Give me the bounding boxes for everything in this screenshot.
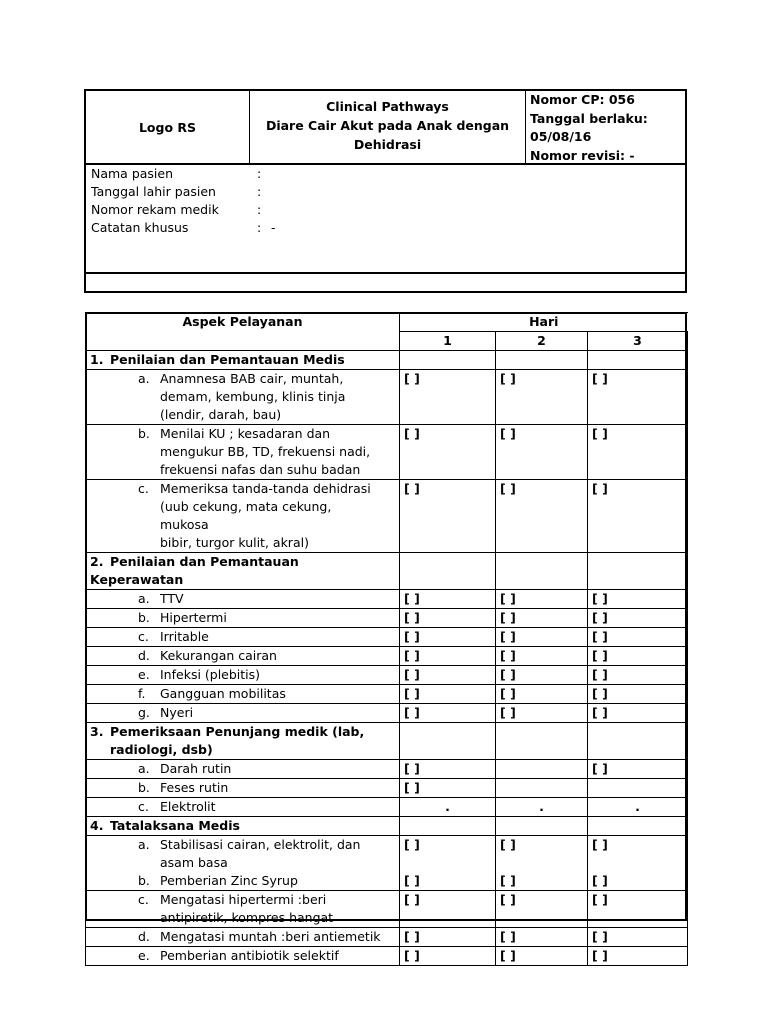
- empty-cell: [496, 723, 588, 760]
- item-label: [86, 647, 400, 666]
- checkbox-mark: [ ] [ ]: [588, 836, 688, 891]
- item-line: Stabilisasi cairan, elektrolit, dan: [160, 837, 361, 852]
- pathway-table: [85, 312, 688, 966]
- item-line: Irritable: [160, 629, 209, 644]
- section-number: 2.: [90, 554, 104, 569]
- checkbox-mark: [ ]: [496, 704, 588, 723]
- checkbox-mark: [ ]: [496, 425, 588, 480]
- item-text: [138, 425, 395, 479]
- checkbox-mark: [ ]: [400, 760, 496, 779]
- table-row: [86, 628, 688, 647]
- checkbox-mark: [ ]: [588, 760, 688, 779]
- section-number: 4.: [90, 818, 104, 833]
- checkbox-mark: [ ]: [588, 891, 688, 928]
- empty-cell: [496, 760, 588, 779]
- table-row: [86, 425, 688, 480]
- item-line: Darah rutin: [160, 761, 232, 776]
- item-line: Infeksi (plebitis): [160, 667, 261, 682]
- checkbox-mark: [ ]: [496, 947, 588, 966]
- document-meta: [530, 91, 648, 165]
- checkbox-mark: [ ]: [400, 685, 496, 704]
- item-label: [86, 590, 400, 609]
- item-line: TTV: [160, 591, 184, 606]
- field-label: Catatan khusus: [91, 220, 189, 235]
- item-description: [160, 872, 382, 890]
- checkbox-mark: [ ]: [588, 590, 688, 609]
- empty-cell: [588, 351, 688, 370]
- checkbox-mark: [ ]: [400, 480, 496, 553]
- checkbox-mark: [ ]: [400, 666, 496, 685]
- item-line: Feses rutin: [160, 780, 229, 795]
- item-description: [160, 590, 382, 608]
- item-line: bibir, turgor kulit, akral): [160, 535, 309, 550]
- item-description: [160, 647, 382, 665]
- checkbox-mark: [ ]: [400, 628, 496, 647]
- table-row: [86, 666, 688, 685]
- checkbox-mark: [ ]: [400, 928, 496, 947]
- title-line: Dehidrasi: [353, 137, 422, 152]
- checkbox-mark: [ ]: [496, 685, 588, 704]
- column-header-aspect: Aspek Pelayanan: [86, 313, 400, 351]
- item-label: [86, 425, 400, 480]
- checkbox-mark: [ ]: [496, 370, 588, 425]
- item-text: [138, 609, 395, 627]
- checkbox-mark: [ ]: [496, 590, 588, 609]
- item-label: [86, 628, 400, 647]
- item-letter: c.: [138, 892, 149, 907]
- empty-cell: [400, 723, 496, 760]
- empty-cell: [496, 351, 588, 370]
- section-title: [86, 351, 400, 370]
- item-label: [86, 798, 400, 817]
- checkbox-mark: [ ]: [496, 647, 588, 666]
- empty-cell: [496, 817, 588, 836]
- item-label: [86, 666, 400, 685]
- table-row: [86, 779, 688, 798]
- title-line: Clinical Pathways: [326, 99, 449, 114]
- table-row: [86, 704, 688, 723]
- item-letter: c.: [138, 481, 149, 496]
- patient-field: [91, 183, 271, 201]
- item-description: [160, 836, 382, 872]
- checkbox-mark: [ ]: [404, 873, 420, 888]
- empty-cell: [400, 553, 496, 590]
- spacer: [404, 854, 491, 872]
- checkbox-mark: [ ] [ ]: [496, 836, 588, 891]
- dot-mark: .: [588, 798, 688, 817]
- item-line: Pemberian antibiotik selektif: [160, 948, 339, 963]
- checkbox-mark: [ ]: [588, 704, 688, 723]
- item-label: [86, 704, 400, 723]
- item-label: [86, 685, 400, 704]
- item-line: antipiretik, kompres hangat: [160, 910, 334, 925]
- field-colon: :: [257, 184, 262, 199]
- checkbox-mark: [ ]: [400, 370, 496, 425]
- item-label: [86, 928, 400, 947]
- hospital-logo-placeholder: Logo RS: [138, 119, 197, 135]
- spacer: [500, 854, 583, 872]
- item-label: [86, 609, 400, 628]
- item-text: [138, 891, 395, 927]
- checkbox-mark: [ ]: [400, 647, 496, 666]
- checkbox-mark: [ ]: [496, 609, 588, 628]
- field-label: Nomor rekam medik: [91, 202, 219, 217]
- section-name: Pemeriksaan Penunjang medik (lab,: [110, 724, 365, 739]
- item-line: Pemberian Zinc Syrup: [160, 873, 298, 888]
- item-line: Elektrolit: [160, 799, 216, 814]
- item-text: [138, 370, 395, 424]
- field-label: Nama pasien: [91, 166, 174, 181]
- section-row: [86, 817, 688, 836]
- item-label: [86, 370, 400, 425]
- table-row: [86, 891, 688, 928]
- checkbox-mark: [ ]: [400, 779, 496, 798]
- item-text: [138, 872, 395, 890]
- item-description: [160, 798, 382, 816]
- patient-field: [91, 219, 276, 237]
- table-row: [86, 947, 688, 966]
- spacer: [592, 854, 683, 872]
- checkbox-mark: [ ]: [588, 628, 688, 647]
- item-letter: c.: [138, 629, 149, 644]
- valid-label: Tanggal berlaku:: [530, 110, 648, 126]
- item-text: [138, 480, 395, 552]
- item-label: [86, 480, 400, 553]
- checkbox-mark: [ ]: [496, 928, 588, 947]
- field-label: Tanggal lahir pasien: [91, 184, 216, 199]
- item-label: [86, 779, 400, 798]
- item-letter: a.: [138, 371, 150, 386]
- item-text: [138, 590, 395, 608]
- item-letter: e.: [138, 948, 150, 963]
- section-name: Tatalaksana Medis: [110, 818, 240, 833]
- item-line: Memeriksa tanda-tanda dehidrasi: [160, 481, 371, 496]
- table-row: [86, 928, 688, 947]
- checkbox-mark: [ ]: [496, 666, 588, 685]
- item-description: [160, 685, 382, 703]
- day-number: 2: [496, 332, 588, 351]
- item-text: [138, 779, 395, 797]
- empty-cell: [588, 817, 688, 836]
- header-divider: [525, 91, 526, 163]
- item-letter: b.: [138, 610, 150, 625]
- item-label: [86, 760, 400, 779]
- item-letter: f.: [138, 686, 146, 701]
- item-text: [138, 836, 395, 872]
- day-number: 3: [588, 332, 688, 351]
- table-row: [86, 685, 688, 704]
- item-line: frekuensi nafas dan suhu badan: [160, 462, 361, 477]
- cp-number: Nomor CP: 056: [530, 92, 635, 107]
- dot-mark: .: [400, 798, 496, 817]
- document-title: [250, 97, 525, 154]
- field-colon: :: [257, 166, 262, 181]
- field-colon: :: [257, 220, 262, 235]
- item-line: Anamnesa BAB cair, muntah,: [160, 371, 344, 386]
- item-text: [138, 760, 395, 778]
- checkbox-mark: [ ]: [400, 947, 496, 966]
- item-description: [160, 760, 382, 778]
- item-line: Nyeri: [160, 705, 194, 720]
- item-letter: a.: [138, 761, 150, 776]
- checkbox-mark: [ ]: [400, 425, 496, 480]
- item-label: [86, 836, 400, 891]
- item-description: [160, 666, 382, 684]
- item-line: (lendir, darah, bau): [160, 407, 282, 422]
- empty-cell: [496, 779, 588, 798]
- item-letter: d.: [138, 929, 150, 944]
- section-row: [86, 351, 688, 370]
- item-description: [160, 425, 382, 479]
- item-description: [160, 779, 382, 797]
- item-description: [160, 370, 382, 424]
- section-name: Penilaian dan Pemantauan Medis: [110, 352, 345, 367]
- empty-cell: [588, 779, 688, 798]
- empty-cell: [400, 817, 496, 836]
- pathway-table-container: [85, 312, 688, 966]
- item-description: [160, 891, 382, 927]
- item-description: [160, 609, 382, 627]
- table-row: [86, 798, 688, 817]
- table-header-row: [86, 313, 688, 332]
- empty-cell: [496, 553, 588, 590]
- item-line: asam basa: [160, 855, 228, 870]
- checkbox-mark: [ ]: [588, 928, 688, 947]
- section-title: [86, 817, 400, 836]
- patient-field: [91, 201, 271, 219]
- checkbox-mark: [ ]: [400, 590, 496, 609]
- item-description: [160, 928, 382, 946]
- item-text: [138, 928, 395, 946]
- empty-cell: [588, 553, 688, 590]
- section-title: [86, 723, 400, 760]
- checkbox-mark: [ ]: [400, 891, 496, 928]
- field-value: -: [271, 220, 276, 235]
- section-number: 1.: [90, 352, 104, 367]
- checkbox-mark: [ ]: [400, 609, 496, 628]
- checkbox-mark: [ ]: [592, 873, 608, 888]
- item-description: [160, 628, 382, 646]
- item-letter: e.: [138, 667, 150, 682]
- item-letter: b.: [138, 426, 150, 441]
- checkbox-mark: [ ]: [496, 628, 588, 647]
- section-number: 3.: [90, 724, 104, 739]
- item-letter: d.: [138, 648, 150, 663]
- checkbox-mark: [ ]: [588, 647, 688, 666]
- section-row: [86, 723, 688, 760]
- section-title: [86, 553, 400, 590]
- item-text: [138, 947, 395, 965]
- item-text: [138, 647, 395, 665]
- checkbox-mark: [ ]: [500, 873, 516, 888]
- checkbox-mark: [ ]: [588, 947, 688, 966]
- item-letter: a.: [138, 591, 150, 606]
- item-label: [86, 947, 400, 966]
- empty-cell: [400, 351, 496, 370]
- item-line: Menilai KU ; kesadaran dan: [160, 426, 331, 441]
- empty-cell: [588, 723, 688, 760]
- item-text: [138, 666, 395, 684]
- table-row: [86, 760, 688, 779]
- checkbox-mark: [ ]: [588, 480, 688, 553]
- item-letter: b.: [138, 780, 150, 795]
- checkbox-mark: [ ]: [588, 370, 688, 425]
- item-description: [160, 704, 382, 722]
- item-text: [138, 704, 395, 722]
- day-number: 1: [400, 332, 496, 351]
- revision-number: Nomor revisi: -: [530, 147, 635, 163]
- checkbox-mark: [ ]: [588, 666, 688, 685]
- checkbox-mark: [ ]: [496, 891, 588, 928]
- table-row: [86, 647, 688, 666]
- item-line: Gangguan mobilitas: [160, 686, 286, 701]
- table-row: [86, 609, 688, 628]
- header-box: [84, 89, 687, 293]
- item-description: [160, 480, 382, 552]
- item-letter: g.: [138, 705, 150, 720]
- section-name: Penilaian dan Pemantauan Keperawatan: [90, 554, 299, 587]
- checkbox-mark: [ ] [ ]: [400, 836, 496, 891]
- table-row: [86, 480, 688, 553]
- table-row: [86, 370, 688, 425]
- patient-field: [91, 165, 271, 183]
- header-divider: [86, 272, 685, 274]
- title-line: Diare Cair Akut pada Anak dengan: [265, 118, 510, 133]
- field-colon: :: [257, 202, 262, 217]
- column-header-days: Hari: [400, 313, 688, 332]
- item-line: Hipertermi: [160, 610, 227, 625]
- checkbox-mark: [ ]: [588, 685, 688, 704]
- table-row: [86, 836, 688, 891]
- item-line: Mengatasi muntah :beri antiemetik: [160, 929, 381, 944]
- valid-date: 05/08/16: [530, 129, 592, 144]
- item-text: [138, 798, 395, 816]
- item-line: mengukur BB, TD, frekuensi nadi,: [160, 444, 371, 459]
- item-letter: c.: [138, 799, 149, 814]
- item-text: [138, 628, 395, 646]
- dot-mark: .: [496, 798, 588, 817]
- item-line: Kekurangan cairan: [160, 648, 277, 663]
- item-line: demam, kembung, klinis tinja: [160, 389, 346, 404]
- checkbox-mark: [ ]: [588, 609, 688, 628]
- item-label: [86, 891, 400, 928]
- item-line: Mengatasi hipertermi :beri: [160, 892, 327, 907]
- item-text: [138, 685, 395, 703]
- item-letter: a.: [138, 837, 150, 852]
- section-name-continued: radiologi, dsb): [110, 742, 213, 757]
- checkbox-mark: [ ]: [588, 425, 688, 480]
- table-row: [86, 590, 688, 609]
- item-line: (uub cekung, mata cekung, mukosa: [160, 499, 332, 532]
- item-letter: b.: [138, 873, 150, 888]
- item-description: [160, 947, 382, 965]
- checkbox-mark: [ ]: [496, 480, 588, 553]
- checkbox-mark: [ ]: [400, 704, 496, 723]
- section-row: [86, 553, 688, 590]
